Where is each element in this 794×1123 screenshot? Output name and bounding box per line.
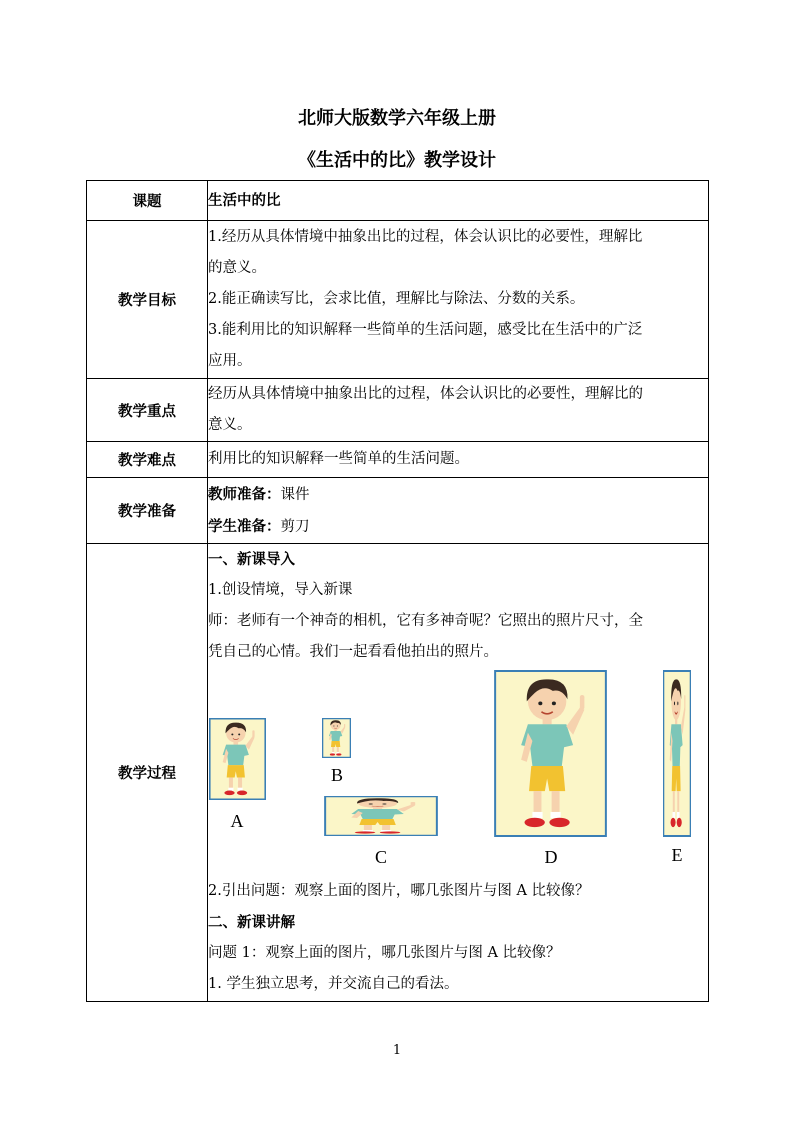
label-goals: 教学目标 xyxy=(87,221,208,379)
goals-line: 1.经历从具体情境中抽象出比的过程，体会认识比的必要性，理解比 xyxy=(208,229,643,245)
process-step: 1. 学生独立思考，并交流自己的看法。 xyxy=(208,976,459,992)
label-process: 教学过程 xyxy=(87,544,208,1002)
boy-image xyxy=(209,718,266,800)
document-subtitle: 《生活中的比》教学设计 xyxy=(298,150,496,171)
teacher-prep xyxy=(208,479,708,511)
page-number: 1 xyxy=(392,1043,402,1058)
question: 问题 1：观察上面的图片，哪几张图片与图 A 比较像？ xyxy=(208,945,561,961)
photo-c xyxy=(324,796,438,836)
difficulties-text: 利用比的知识解释一些简单的生活问题。 xyxy=(208,442,709,478)
row-process xyxy=(87,544,709,1002)
document-title: 北师大版数学六年级上册 xyxy=(298,108,496,129)
row-preparation xyxy=(87,478,709,544)
goals-line: 应用。 xyxy=(208,353,252,369)
key-points-line: 意义。 xyxy=(208,417,252,433)
row-difficulties xyxy=(87,442,709,478)
photo-label-c: C xyxy=(374,847,387,867)
student-prep-label: 学生准备： xyxy=(208,517,281,535)
row-goals xyxy=(87,221,709,379)
row-key-points xyxy=(87,379,709,442)
goals-line: 2.能正确读写比，会求比值，理解比与除法、分数的关系。 xyxy=(208,291,585,307)
key-points-content xyxy=(208,379,709,442)
row-topic xyxy=(87,181,709,221)
photo-label-b: B xyxy=(330,765,343,785)
student-prep xyxy=(208,511,708,543)
photo-b xyxy=(322,718,351,758)
goals-line: 3.能利用比的知识解释一些简单的生活问题，感受比在生活中的广泛 xyxy=(208,322,643,338)
topic-text: 生活中的比 xyxy=(208,181,709,221)
intro-line: 师：老师有一个神奇的相机，它有多神奇呢？它照出的照片尺寸，全 xyxy=(208,613,643,629)
photo-d xyxy=(494,670,607,837)
photo-label-e: E xyxy=(671,845,683,865)
section-heading: 二、新课讲解 xyxy=(208,914,295,931)
process-step: 1.创设情境，导入新课 xyxy=(208,582,353,598)
label-preparation: 教学准备 xyxy=(87,478,208,544)
boy-image xyxy=(322,718,351,758)
intro-line: 凭自己的心情。我们一起看看他拍出的照片。 xyxy=(208,644,498,660)
lesson-plan-table xyxy=(86,180,709,1002)
boy-image xyxy=(324,796,438,836)
teacher-prep-text: 课件 xyxy=(280,486,310,503)
goals-content xyxy=(208,221,709,379)
boy-image xyxy=(663,670,691,837)
section-heading: 一、新课导入 xyxy=(208,551,295,568)
boy-image xyxy=(494,670,607,837)
process-content xyxy=(208,544,709,1002)
goals-line: 的意义。 xyxy=(208,260,266,276)
teacher-prep-label: 教师准备： xyxy=(208,485,281,503)
preparation-content xyxy=(208,478,709,544)
photo-e xyxy=(663,670,691,837)
photo-label-a: A xyxy=(230,811,244,831)
label-difficulties: 教学难点 xyxy=(87,442,208,478)
process-step: 2.引出问题：观察上面的图片，哪几张图片与图 A 比较像？ xyxy=(208,883,590,899)
photo-comparison xyxy=(201,668,714,876)
photo-label-d: D xyxy=(544,847,558,867)
student-prep-text: 剪刀 xyxy=(280,518,310,535)
photo-a xyxy=(209,718,266,800)
label-key-points: 教学重点 xyxy=(87,379,208,442)
label-topic: 课题 xyxy=(87,181,208,221)
key-points-line: 经历从具体情境中抽象出比的过程，体会认识比的必要性，理解比的 xyxy=(208,386,643,402)
